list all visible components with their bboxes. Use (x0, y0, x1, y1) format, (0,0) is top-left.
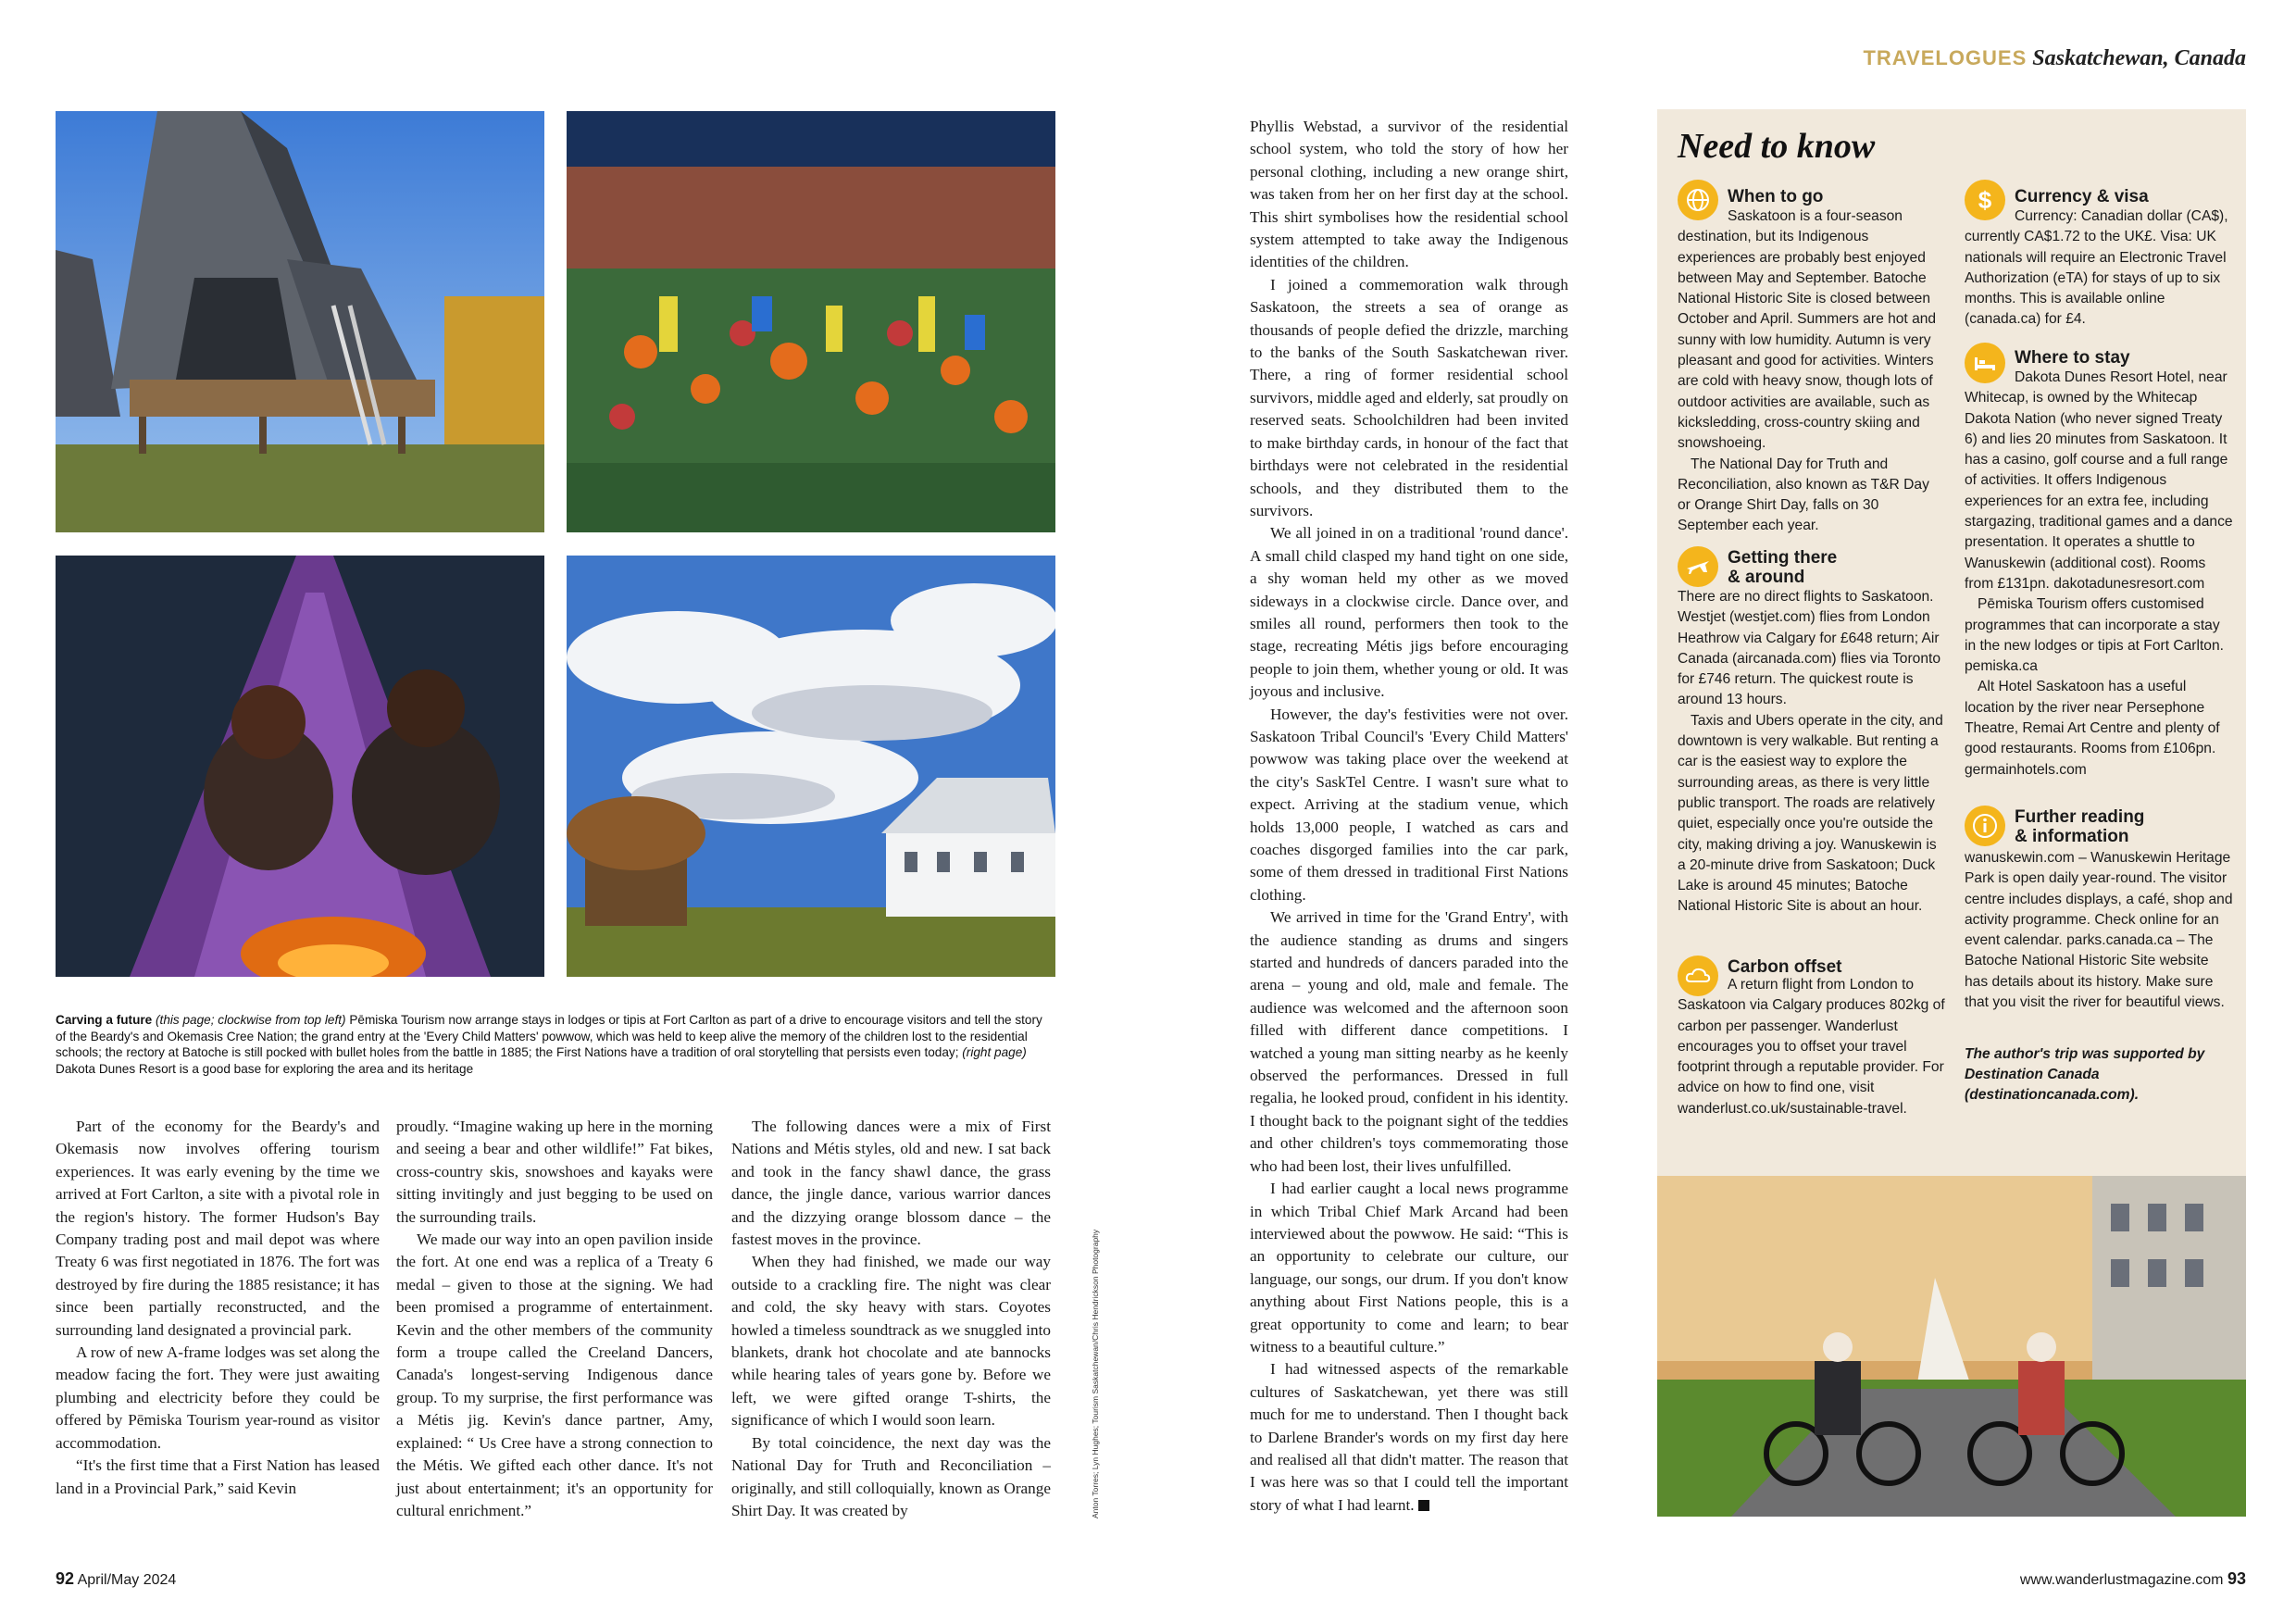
col2-para: We made our way into an open pavilion inside the fort. At one end was a replica of a Treaty 6 medal – given to those at the signing. We had been promised a programme of entertainment. Kevin and the other members of the community form a troupe called the Creeland Dancers, Canada's longest-serving Indigenous dance group. To my surprise, the first performance was a Métis jig. Kevin's dance partner, Amy, explained: “ Us Cree have a strong connection to the Métis. We gifted each other dance. It's not just about entertainment; it's an opportunity for cultural enrichment.” (396, 1230, 713, 1519)
currency-visa-heading: Currency & visa (2015, 187, 2149, 206)
globe-icon (1678, 180, 1718, 220)
further-reading-p1: wanuskewin.com – Wanuskewin Heritage Park is open daily year-round. The visitor centre includes displays, a café, shop and activity programme. Check online for an event calendar. parks.canada.ca – The Batoche National Historic Site website has details about its history. Make sure that you visit the river for beautiful views. (1965, 850, 2233, 1011)
where-to-stay-p1: Dakota Dunes Resort Hotel, near Whitecap, is owned by the Whitecap Dakota Nation (who never signed Treaty 6) and lies 20 minutes from Saskatoon. It has a casino, golf course and a full range of activities. It offers Indigenous experiences for an extra fee, including stargazing, traditional games and a dance presentation. It operates a shuttle to Wanuskewin (additional cost). Rooms from £131pn. dakotadunesresort.com (1965, 369, 2233, 592)
website-url: www.wanderlustmagazine.com (2019, 1572, 2224, 1588)
further-reading-section (1965, 806, 2233, 1013)
col4-para: Phyllis Webstad, a survivor of the residential school system, who told the story of how her personal clothing, including a new orange shirt, was taken from her on her first day at the school. This shirt symbolises how the residential school system attempted to take away the Indigenous identities of the children. (1250, 118, 1568, 271)
getting-heading-1: Getting there (1728, 548, 1838, 568)
section-place: Saskatchewan, Canada (2032, 46, 2246, 70)
powwow-arena-photo (567, 111, 1055, 532)
reading-heading-2: & information (2015, 827, 2129, 846)
carbon-offset-heading: Carbon offset (1728, 957, 1842, 977)
currency-visa-section (1965, 180, 2233, 331)
when-to-go-section (1678, 180, 1946, 537)
col4-para: I had earlier caught a local news programme in which Tribal Chief Mark Arcand had been interviewed about the powwow. He said: “This is an opportunity to celebrate our culture, our language, our songs, our drum. If you don't know anything about First Nations people, this is a great opportunity to come and learn; to bear witness to a beautiful culture.” (1250, 1180, 1568, 1355)
getting-there-p1: There are no direct flights to Saskatoon. Westjet (westjet.com) flies from London Heathrow via Calgary for £648 return; Air Canada (aircanada.com) flies via Toronto for £746 return. The quickest route is around 13 hours. (1678, 589, 1941, 708)
col1-para: Part of the economy for the Beardy's and Okemasis now involves offering tourism experiences. It was early evening by the time we arrived at Fort Carlton, a site with a pivotal role in the region's history. The former Hudson's Bay Company trading post and mail depot was where Treaty 6 was first negotiated in 1876. The fort was destroyed by fire during the 1885 resistance; it has since been partially reconstructed, and the surrounding land designated a provincial park. (56, 1118, 380, 1339)
col4-para: I joined a commemoration walk through Saskatoon, the streets a sea of orange as thousands of people defied the drizzle, marching to the banks of the South Saskatchewan river. There, a ring of former residential school survivors, middle aged and elderly, sat proudly on reserved seats. Schoolchildren had been invited to make birthday cards, in honour of the fact that birthdays were not celebrated in the residential schools, and they distributed them to the survivors. (1250, 275, 1568, 519)
a-frame-lodge-photo (56, 111, 544, 532)
getting-there-section (1678, 546, 1946, 918)
need-to-know-box (1657, 109, 2246, 1176)
section-tag: TRAVELOGUES (1863, 46, 2028, 69)
col3-para: By total coincidence, the next day was the National Day for Truth and Reconciliation – originally, and still colloquially, known as Orange Shirt Day. It was created by (731, 1433, 1051, 1519)
page-number-right: 93 (2227, 1569, 2246, 1588)
photo-caption (56, 1012, 1055, 1077)
where-to-stay-heading: Where to stay (2015, 348, 2130, 368)
when-to-go-p1: Saskatoon is a four-season destination, but its Indigenous experiences are probably best enjoyed between May and September. Batoche National Historic Site is closed between October and April. Summers are hot and sunny with low humidity. Autumn is very pleasant and good for activities. Winters are cold with heavy snow, though lots of outdoor activities are available, such as kicksledding, cross-country skiing and snowshoeing. (1678, 208, 1937, 452)
caption-paren: (this page; clockwise from top left) (156, 1013, 346, 1027)
campfire-tipi-photo (56, 556, 544, 977)
plane-icon (1678, 546, 1718, 587)
col4-last-text: I had witnessed aspects of the remarkable cultures of Saskatchewan, yet there was still much for me to understand. Then I thought back to Darlene Brander's words on my first day here and realised all that didn't matter. The reason that I was here was so that I could tell the important story of what I had learnt. (1250, 1360, 1568, 1514)
col2-para: proudly. “Imagine waking up here in the morning and seeing a bear and other wildlife!” Fat bikes, cross-country skis, snowshoes and kayaks were sitting invitingly and just begging to be used on the surrounding trails. (396, 1118, 713, 1226)
reading-heading-1: Further reading (2015, 807, 2145, 827)
where-to-stay-p3: Alt Hotel Saskatoon has a useful location by the river near Persephone Theatre, Remai Art Centre and plenty of good restaurants. Rooms from £106pn. germainhotels.com (1965, 679, 2220, 778)
where-to-stay-section (1965, 343, 2233, 781)
info-icon (1965, 806, 2005, 846)
when-to-go-p2: The National Day for Truth and Reconciliation, also known as T&R Day or Orange Shirt Day, falls on 30 September each year. (1678, 456, 1929, 534)
bed-icon (1965, 343, 2005, 383)
getting-there-heading (1728, 546, 1946, 587)
col3-para: When they had finished, we made our way outside to a crackling fire. The night was clear and cold, the sky heavy with stars. Coyotes howled a timeless soundtrack as we snuggled into blankets, drank hot chocolate and ate bannocks while hearing tales of years gone by. Before we left, we were gifted orange T-shirts, the significance of which I would soon learn. (731, 1253, 1051, 1430)
cyclists-photo (1657, 1176, 2246, 1517)
body-column-4 (1250, 116, 1568, 1517)
when-to-go-heading: When to go (1728, 187, 1824, 206)
running-header (1863, 46, 2246, 71)
page-number-left: 92 (56, 1569, 75, 1588)
footer-left (56, 1569, 176, 1589)
where-to-stay-p2: Pēmiska Tourism offers customised programmes that can incorporate a stay in the new lodges or tipis at Fort Carlton. pemiska.ca (1965, 596, 2224, 675)
further-reading-heading (2015, 806, 2233, 846)
footer-right (2020, 1569, 2246, 1589)
cloud-icon (1678, 956, 1718, 996)
getting-there-p2: Taxis and Ubers operate in the city, and downtown is very walkable. But renting a car is the easiest way to explore the surrounding areas, as there is very little public transport. The roads are relatively quiet, especially once you're outside the city, making driving a joy. Wanuskewin is a 20-minute drive from Saskatoon; Duck Lake is around 45 minutes; Batoche National Historic Site is about an hour. (1678, 712, 1943, 915)
col4-para-last (1250, 1358, 1568, 1517)
caption-title: Carving a future (56, 1013, 153, 1027)
batoche-church-photo (567, 556, 1055, 977)
body-column-2 (396, 1116, 713, 1522)
carbon-offset-p1: A return flight from London to Saskatoon via Calgary produces 802kg of carbon per passenger. Wanderlust encourages you to offset your travel footprint through a reputable provider. For advice on how to find one, visit wanderlust.co.uk/sustainable-travel. (1678, 977, 1945, 1117)
col3-para: The following dances were a mix of First Nations and Métis styles, old and new. I sat back and took in the fancy shawl dance, the grass dance, the jingle dance, various warrior dances and the dizzying orange blossom dance – the fastest moves in the province. (731, 1118, 1051, 1249)
currency-visa-p1: Currency: Canadian dollar (CA$), currently CA$1.72 to the UK£. Visa: UK nationals will require an Electronic Travel Authorization (eTA) for stays of up to six months. This is available online (canada.ca) for £4. (1965, 208, 2228, 328)
trip-support-note: The author's trip was supported by Destination Canada (destinationcanada.com). (1965, 1046, 2205, 1103)
dollar-icon (1965, 180, 2005, 220)
body-column-1 (56, 1116, 380, 1500)
col4-para: We all joined in on a traditional 'round dance'. A small child clasped my hand tight on one side, a shy woman held my other as we moved sideways in a clockwise circle. Dance over, and smiles all round, performers then took to the stage, recreating Métis jigs before encouraging people to join them, whether young or old. It was joyous and inclusive. (1250, 524, 1568, 701)
col1-para: “It's the first time that a First Nation has leased land in a Provincial Park,” said Kevin (56, 1456, 380, 1497)
col4-para: However, the day's festivities were not over. Saskatoon Tribal Council's 'Every Child Matters' powwow was taking place over the weekend at the city's SaskTel Centre. I wasn't sure what to expect. Arriving at the stadium venue, which holds 13,000 people, I watched as cars and coaches disgorged families into the car park, some of them dressed in traditional First Nations clothing. (1250, 705, 1568, 904)
caption-tail: Dakota Dunes Resort is a good base for exploring the area and its heritage (56, 1061, 474, 1076)
issue-date: April/May 2024 (77, 1572, 177, 1588)
svg-text:$: $ (1978, 186, 1992, 214)
caption-right-page: (right page) (962, 1045, 1027, 1059)
col1-para: A row of new A-frame lodges was set along the meadow facing the fort. They were just awaiting plumbing and electricity before they could be offered by Pēmiska Tourism year-round as visitor accommodation. (56, 1343, 380, 1452)
getting-heading-2: & around (1728, 568, 1805, 587)
body-column-3 (731, 1116, 1051, 1522)
carbon-offset-section (1678, 956, 1946, 1119)
caption-text: Pēmiska Tourism now arrange stays in lodges or tipis at Fort Carlton as part of a drive to encourage visitors and tell the story of the Beardy's and Okemasis Cree Nation; the grand entry at the 'Every Child Matters' powwow, which was held to keep alive the memory of the children lost to the residential schools; the rectory at Batoche is still pocked with bullet holes from the battle in 1885; the First Nations have a tradition of oral storytelling that persists even today; (56, 1013, 1042, 1059)
col4-para: We arrived in time for the 'Grand Entry', with the audience standing as drums and singers started and hundreds of dancers paraded into the arena – young and old, male and female. The audience was welcomed and the afternoon soon filled with different dance competitions. I watched a young man sitting nearby as he keenly observed the performances. Dressed in full regalia, he looked proud, confident in his identity. I thought back to the poignant sight of the teddies and other children's toys commemorating those who had been lost, their lives unfulfilled. (1250, 908, 1568, 1175)
box-title: Need to know (1678, 127, 1876, 166)
end-mark-icon (1418, 1500, 1429, 1511)
photo-credit: Anton Torres; Lyn Hughes; Tourism Saskatchewan/Chris Hendrickson Photography (1091, 1229, 1100, 1518)
